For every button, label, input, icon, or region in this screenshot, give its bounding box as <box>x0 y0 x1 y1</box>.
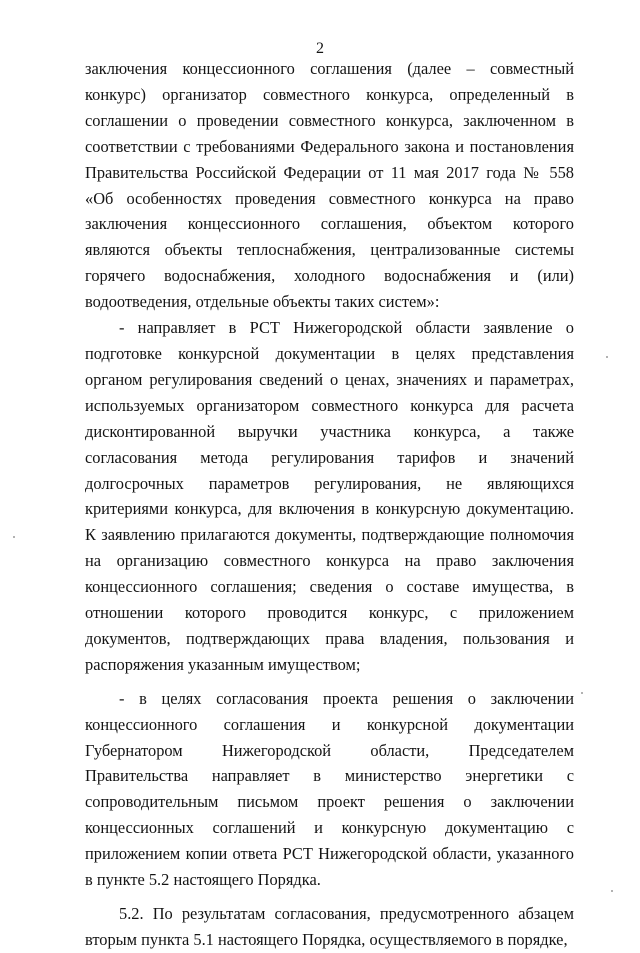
paragraph-contest-organizer: заключения концессионного соглашения (далее – совместный конкурс) организатор совместного конкурса, определенный в соглашении о проведении совместного конкурса, заключенном в соответствии с требованиями Федерального закона и постановления Правительства Российской Федерации от 11 мая 2017 года № 558 «Об особенностях проведения совместного конкурса на право заключения концессионного соглашения, объектом которого являются объекты теплоснабжения, централизованные системы горячего водоснабжения, холодного водоснабжения и (или) водоотведения, отдельные объекты таких систем»: <box>85 59 574 312</box>
paragraph-approval-submission: - в целях согласования проекта решения о заключении концессионного соглашения и конкурсной документации Губернатором Нижегородской области, Председателем Правительства направляет в министерство энергетики с сопроводительным письмом проект решения о заключении концессионных соглашений и конкурсную документацию с приложением копии ответа РСТ Нижегородской области, указанного в пункте 5.2 настоящего Порядка. <box>85 688 574 890</box>
scan-speck <box>611 890 613 892</box>
paragraph-5-2: 5.2. По результатам согласования, предусмотренного абзацем вторым пункта 5.1 настоящего Порядка, осуществляемого в порядке, <box>85 904 574 949</box>
scan-speck <box>581 692 583 694</box>
document-body <box>85 56 574 953</box>
scan-speck <box>13 536 15 538</box>
paragraph-rst-application: - направляет в РСТ Нижегородской области заявление о подготовке конкурсной документации в целях представления органом регулирования сведений о ценах, значениях и параметрах, используемых организатором совместного конкурса для расчета дисконтированной выручки участника конкурса, а также согласования метода регулирования тарифов и значений долгосрочных параметров регулирования, не являющихся критериями конкурса, для включения в конкурсную документацию. К заявлению прилагаются документы, подтверждающие полномочия на организацию совместного конкурса на право заключения концессионного соглашения; сведения о составе имущества, в отношении которого проводится конкурс, с приложением документов, подтверждающих права владения, пользования и распоряжения указанным имуществом; <box>85 318 574 674</box>
page-number: 2 <box>316 40 324 57</box>
scan-speck <box>606 356 608 358</box>
